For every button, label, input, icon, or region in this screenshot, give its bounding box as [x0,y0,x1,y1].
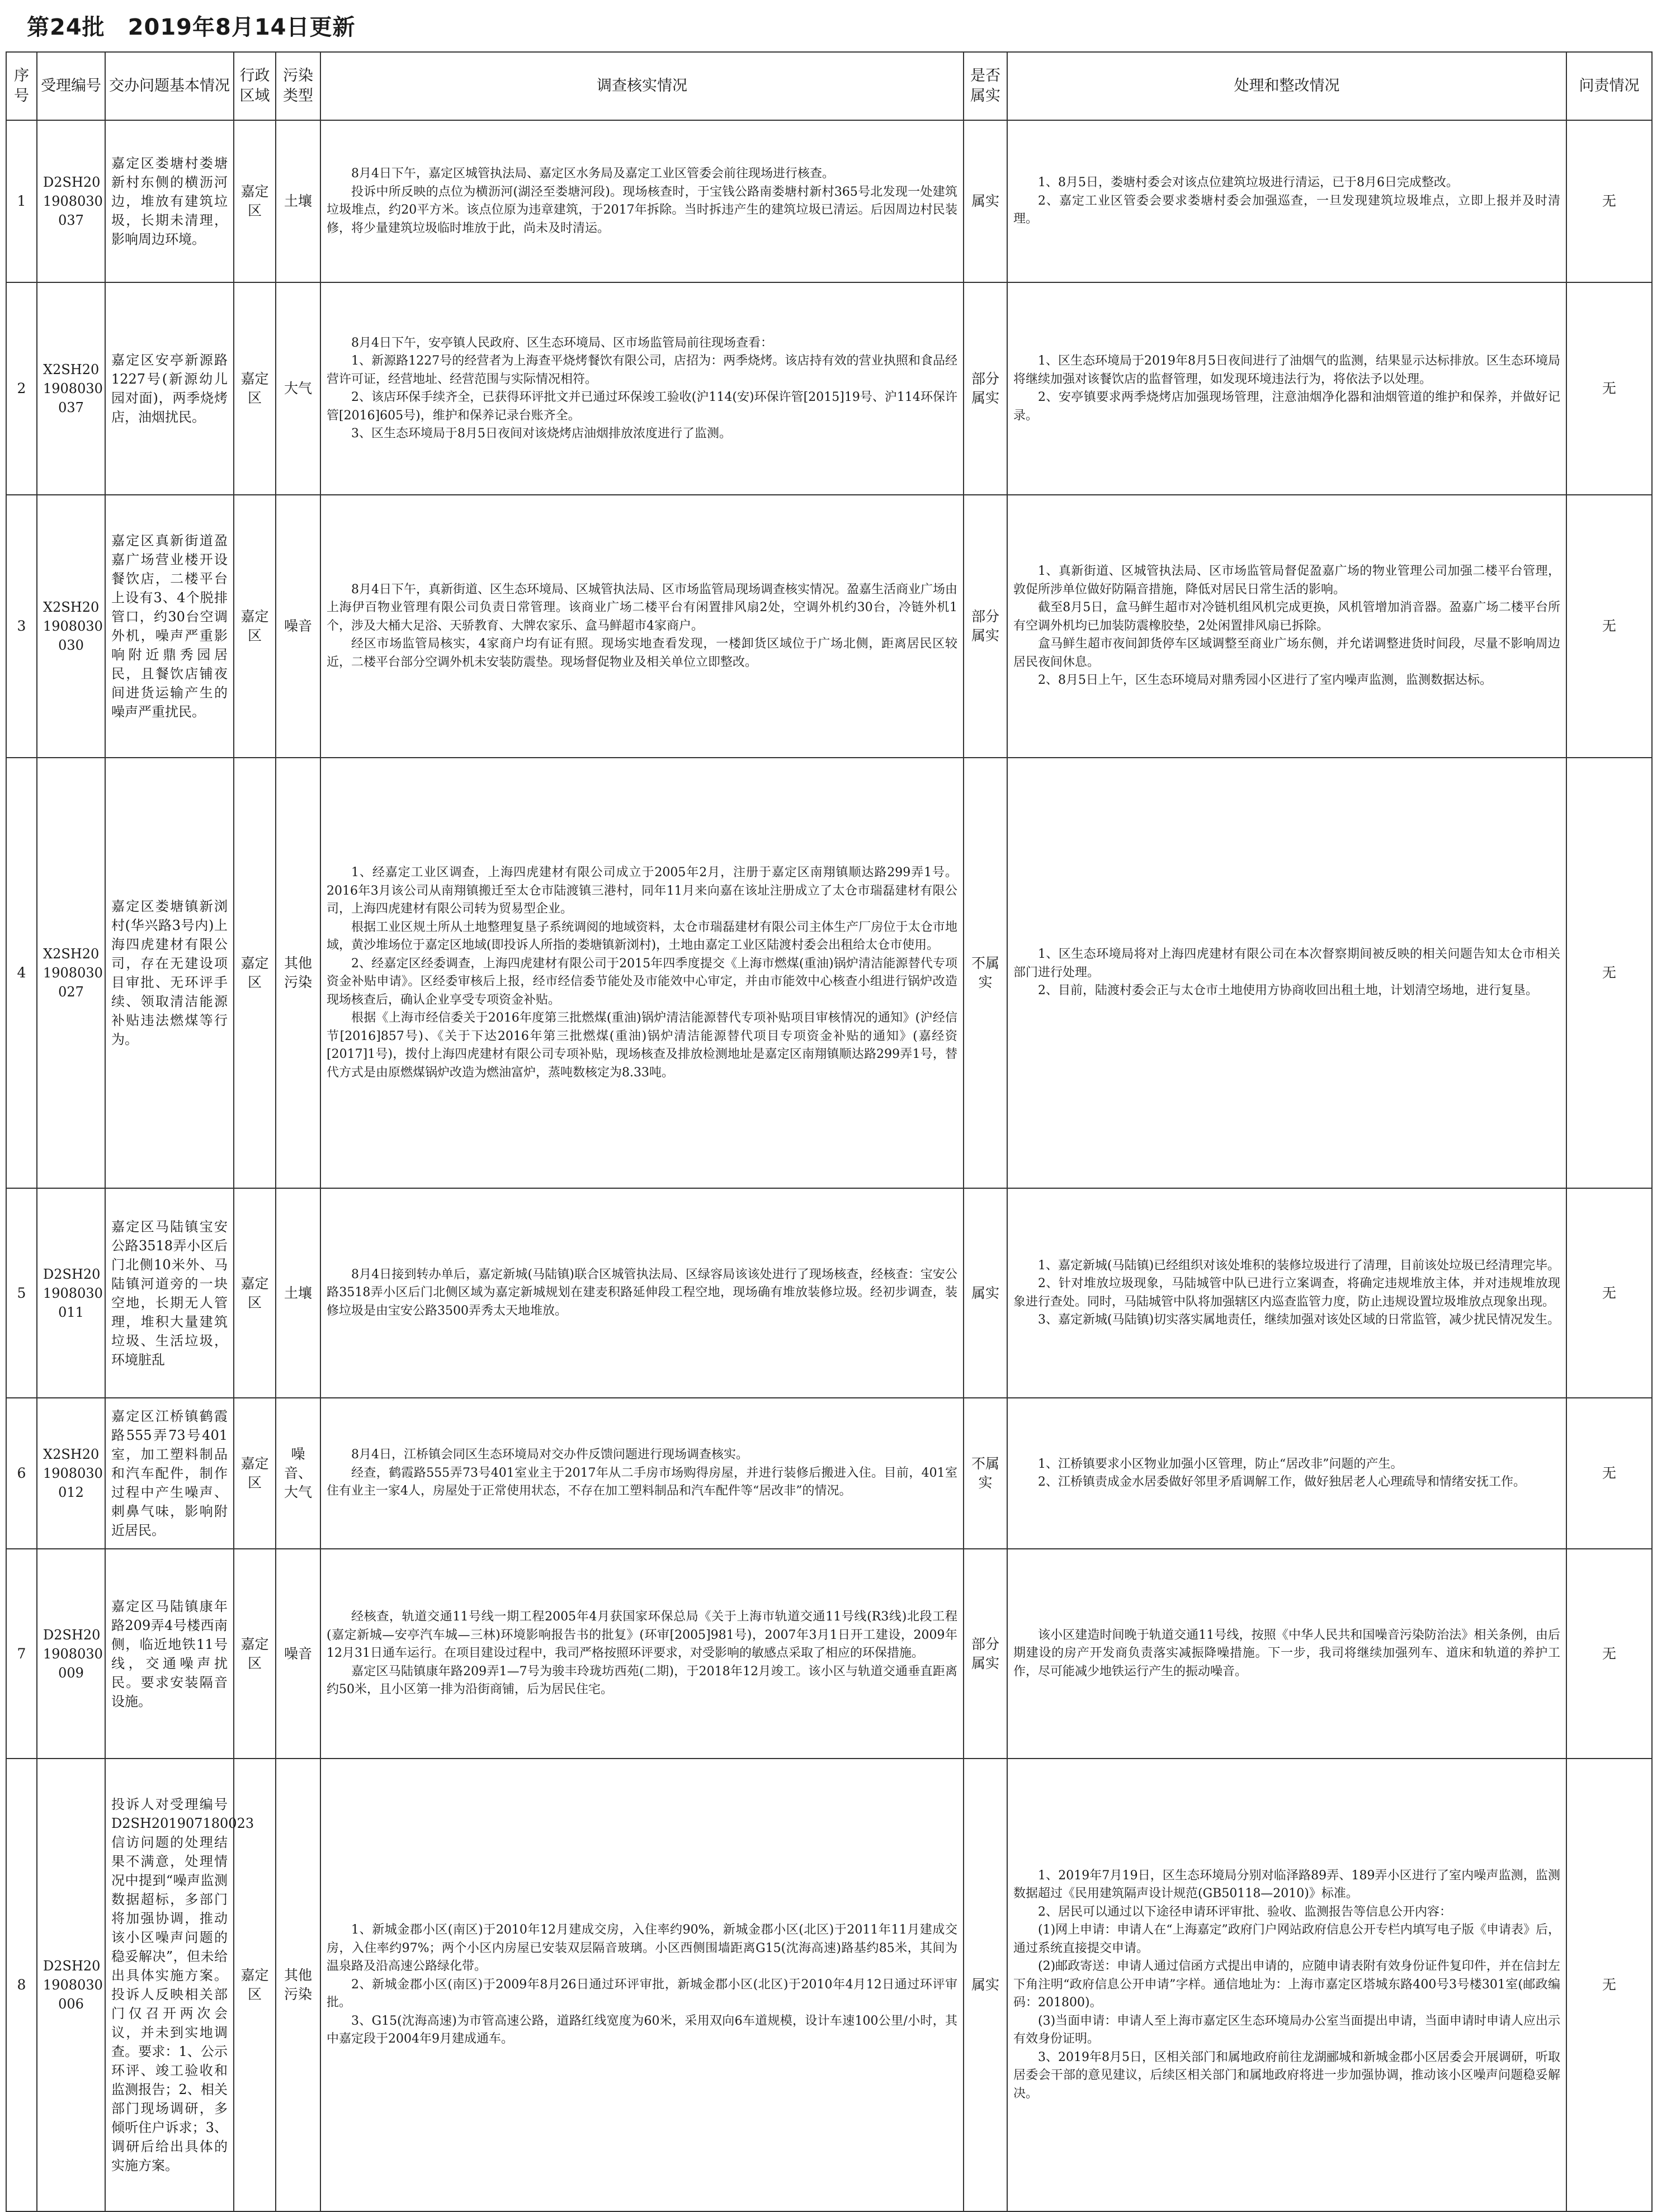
row-handling [1007,1759,1566,2211]
row-accountability: 无 [1566,758,1652,1188]
row-pollution: 噪音 [276,495,320,758]
row-investigation [320,1759,964,2211]
row-issue: 投诉人对受理编号D2SH201907180023信访问题的处理结果不满意，处理情况中提到“噪声监测数据超标，多部门将加强协调，推动该小区噪声问题的稳妥解决”，但未给出具体实施方案。投诉人反映相关部门仅召开两次会议，并未到实地调查。要求：1、公示环评、竣工验收和监测报告；2、相关部门现场调研，多倾听住户诉求；3、调研后给出具体的实施方案。 [105,1759,234,2211]
row-handling-paragraph: 2、安亭镇要求两季烧烤店加强现场管理，注意油烟净化器和油烟管道的维护和保养，并做好记录。 [1013,390,1560,423]
row-handling-paragraph: 3、2019年8月5日，区相关部门和属地政府前往龙湖郦城和新城金郡小区居委会开展调研，听取居委会干部的意见建议，后续区相关部门和属地政府将进一步加强协调，推动该小区噪声问题稳妥解决。 [1013,2050,1560,2101]
row-accountability: 无 [1566,120,1652,282]
page-title: 第24批 2019年8月14日更新 [27,15,356,40]
row-code: D2SH20 1908030 006 [37,1759,105,2211]
row-district: 嘉定区 [234,282,276,495]
row-code: X2SH20 1908030 030 [37,495,105,758]
row-investigation-paragraph: 1、新源路1227号的经营者为上海查平烧烤餐饮有限公司，店招为：两季烧烤。该店持有效的营业执照和食品经营许可证，经营地址、经营范围与实际情况相符。 [327,354,957,386]
row-pollution: 其他污染 [276,758,320,1188]
row-pollution: 噪音 [276,1549,320,1759]
header-issue: 交办问题基本情况 [105,52,234,120]
row-handling-paragraph: 截至8月5日，盒马鲜生超市对冷链机组风机完成更换，风机管增加消音器。盈嘉广场二楼平台所有空调外机均已加装防震橡胶垫，2处闲置排风扇已拆除。 [1013,601,1560,633]
row-index: 2 [6,282,37,495]
row-handling-paragraph: 1、区生态环境局于2019年8月5日夜间进行了油烟气的监测，结果显示达标排放。区生态环境局将继续加强对该餐饮店的监督管理，如发现环境违法行为，将依法予以处理。 [1013,354,1560,386]
table-row [6,1398,1652,1549]
row-investigation-paragraph: 经区市场监管局核实，4家商户均有证有照。现场实地查看发现，一楼卸货区域位于广场北侧，距离居民区较近，二楼平台部分空调外机未安装防震垫。现场督促物业及相关单位立即整改。 [327,637,957,669]
row-handling-paragraph: 1、区生态环境局将对上海四虎建材有限公司在本次督察期间被反映的相关问题告知太仓市相关部门进行处理。 [1013,947,1560,980]
row-investigation-paragraph: 投诉中所反映的点位为横沥河(湖泾至娄塘河段)。现场核查时，于宝钱公路南娄塘村新村365号北发现一处建筑垃圾堆点，约20平方米。该点位原为违章建筑，于2017年拆除。当时拆违产生的建筑垃圾已清运。后因周边村民装修，将少量建筑垃圾临时堆放于此，尚未及时清运。 [327,185,957,235]
row-investigation-paragraph: 2、经嘉定区经委调查，上海四虎建材有限公司于2015年四季度提交《上海市燃煤(重油)锅炉清洁能源替代专项资金补贴申请》。区经委审核后上报，经市经信委节能处及市能效中心审定，并由市能效中心核查小组进行锅炉改造现场核查后，确认企业享受专项资金补贴。 [327,956,957,1007]
row-investigation [320,1188,964,1398]
header-row [6,52,1652,120]
row-handling-paragraph: 2、江桥镇责成金水居委做好邻里矛盾调解工作，做好独居老人心理疏导和情绪安抚工作。 [1038,1475,1526,1489]
row-handling [1007,120,1566,282]
row-accountability: 无 [1566,1759,1652,2211]
row-investigation [320,758,964,1188]
row-pollution: 噪音、大气 [276,1398,320,1549]
row-handling-paragraph: 1、江桥镇要求小区物业加强小区管理，防止“居改非”问题的产生。 [1038,1457,1403,1471]
row-investigation-paragraph: 8月4日下午，嘉定区城管执法局、嘉定区水务局及嘉定工业区管委会前往现场进行核查。 [351,167,834,181]
row-issue: 嘉定区娄塘镇新浏村(华兴路3号内)上海四虎建材有限公司，存在无建设项目审批、无环评手续、领取清洁能源补贴违法燃煤等行为。 [105,758,234,1188]
row-investigation-paragraph: 经查，鹤霞路555弄73号401室业主于2017年从二手房市场购得房屋，并进行装修后搬进入住。目前，401室住有业主一家4人，房屋处于正常使用状态，不存在加工塑料制品和汽车配件等“居改非”的情况。 [327,1466,957,1499]
row-handling [1007,758,1566,1188]
row-handling-paragraph: 2、目前，陆渡村委会正与太仓市土地使用方协商收回出租土地，计划清空场地，进行复垦。 [1038,984,1538,998]
row-handling-paragraph: 2、针对堆放垃圾现象，马陆城管中队已进行立案调查，将确定违规堆放主体，并对违规堆放现象进行查处。同时，马陆城管中队将加强辖区内巡查监管力度，防止违规设置垃圾堆放点现象出现。 [1013,1277,1560,1309]
row-handling-paragraph: 3、嘉定新城(马陆镇)切实落实属地责任，继续加强对该处区域的日常监管，减少扰民情况发生。 [1038,1313,1560,1327]
row-verified: 属实 [964,1188,1007,1398]
row-handling [1007,1188,1566,1398]
row-investigation-paragraph: 2、该店环保手续齐全，已获得环评批文并已通过环保竣工验收(沪114(安)环保许管[2015]19号、沪114环保许管[2016]605号)，维护和保养记录台账齐全。 [327,390,957,423]
row-district: 嘉定区 [234,1759,276,2211]
row-investigation-paragraph: 1、新城金郡小区(南区)于2010年12月建成交房，入住率约90%，新城金郡小区(北区)于2011年11月建成交房，入住率约97%；两个小区内房屋已安装双层隔音玻璃。小区西侧围墙距离G15(沈海高速)路基约85米，其间为温泉路及沿高速公路绿化带。 [327,1923,957,1974]
header-handling: 处理和整改情况 [1007,52,1566,120]
row-verified: 不属实 [964,758,1007,1188]
row-handling-paragraph: (2)邮政寄送：申请人通过信函方式提出申请的，应随申请表附有效身份证件复印件，并在信封左下角注明“政府信息公开申请”字样。通信地址为：上海市嘉定区塔城东路400号3号楼301室(邮政编码：201800)。 [1013,1959,1560,2010]
row-index: 5 [6,1188,37,1398]
row-district: 嘉定区 [234,1549,276,1759]
row-district: 嘉定区 [234,120,276,282]
row-index: 7 [6,1549,37,1759]
row-investigation-paragraph: 8月4日下午，真新街道、区生态环境局、区城管执法局、区市场监管局现场调查核实情况。盈嘉生活商业广场由上海伊百物业管理有限公司负责日常管理。该商业广场二楼平台有闲置排风扇2处，空调外机约30台，冷链外机1个，涉及大桶大足浴、天骄教育、大牌农家乐、盒马鲜超市4家商户。 [327,582,957,633]
row-investigation-paragraph: 3、区生态环境局于8月5日夜间对该烧烤店油烟排放浓度进行了监测。 [351,427,731,441]
row-handling [1007,1549,1566,1759]
row-handling-paragraph: 1、2019年7月19日，区生态环境局分别对临泽路89弄、189弄小区进行了室内噪声监测，监测数据超过《民用建筑隔声设计规范(GB50118—2010)》标准。 [1013,1868,1560,1901]
row-code: D2SH20 1908030 009 [37,1549,105,1759]
row-code: X2SH20 1908030 027 [37,758,105,1188]
row-investigation-paragraph: 嘉定区马陆镇康年路209弄1—7号为骏丰玲珑坊西苑(二期)，于2018年12月竣工。该小区与轨道交通垂直距离约50米，且小区第一排为沿街商铺，后为居民住宅。 [327,1664,957,1697]
table-row [6,758,1652,1188]
row-pollution: 大气 [276,282,320,495]
row-district: 嘉定区 [234,1398,276,1549]
row-issue: 嘉定区马陆镇宝安公路3518弄小区后门北侧10米外、马陆镇河道旁的一块空地，长期无人管理，堆积大量建筑垃圾、生活垃圾，环境脏乱 [105,1188,234,1398]
header-index: 序号 [6,52,37,120]
row-verified: 属实 [964,1759,1007,2211]
header-district: 行政区域 [234,52,276,120]
table-row [6,120,1652,282]
table-row [6,282,1652,495]
row-investigation-paragraph: 8月4日接到转办单后，嘉定新城(马陆镇)联合区城管执法局、区绿容局该该处进行了现场核查，经核查：宝安公路3518弄小区后门北侧区域为嘉定新城规划在建麦积路延伸段工程空地，现场确有堆放装修垃圾。经初步调查，装修垃圾是由宝安公路3500弄秀太天地堆放。 [327,1267,957,1318]
row-index: 1 [6,120,37,282]
row-investigation [320,120,964,282]
row-issue: 嘉定区真新街道盈嘉广场营业楼开设餐饮店，二楼平台上设有3、4个脱排管口，约30台空调外机，噪声严重影响附近鼎秀园居民，且餐饮店铺夜间进货运输产生的噪声严重扰民。 [105,495,234,758]
row-investigation [320,1398,964,1549]
row-verified: 属实 [964,120,1007,282]
table-row [6,495,1652,758]
row-issue: 嘉定区安亭新源路1227号(新源幼儿园对面)，两季烧烤店，油烟扰民。 [105,282,234,495]
table-row [6,1549,1652,1759]
row-code: D2SH20 1908030 011 [37,1188,105,1398]
row-verified: 部分属实 [964,1549,1007,1759]
row-investigation [320,495,964,758]
table-row [6,1188,1652,1398]
row-handling-paragraph: (1)网上申请：申请人在“上海嘉定”政府门户网站政府信息公开专栏内填写电子版《申请表》后，通过系统直接提交申请。 [1013,1923,1560,1955]
row-district: 嘉定区 [234,1188,276,1398]
row-district: 嘉定区 [234,758,276,1188]
row-code: D2SH20 1908030 037 [37,120,105,282]
row-handling-paragraph: 该小区建造时间晚于轨道交通11号线，按照《中华人民共和国噪音污染防治法》相关条例，由后期建设的房产开发商负责落实减振降噪措施。下一步，我司将继续加强列车、道床和轨道的养护工作，尽可能减少地铁运行产生的振动噪音。 [1013,1628,1560,1679]
row-handling-paragraph: 盒马鲜生超市夜间卸货停车区域调整至商业广场东侧，并允诺调整进货时间段，尽量不影响周边居民夜间休息。 [1013,637,1560,669]
row-index: 6 [6,1398,37,1549]
row-accountability: 无 [1566,1188,1652,1398]
row-accountability: 无 [1566,1398,1652,1549]
row-issue: 嘉定区娄塘村娄塘新村东侧的横沥河边，堆放有建筑垃圾，长期未清理，影响周边环境。 [105,120,234,282]
row-investigation-paragraph: 8月4日，江桥镇会同区生态环境局对交办件反馈问题进行现场调查核实。 [351,1448,748,1462]
row-handling-paragraph: 1、嘉定新城(马陆镇)已经组织对该处堆积的装修垃圾进行了清理，目前该处垃圾已经清理完毕。 [1038,1258,1560,1273]
header-accountability: 问责情况 [1566,52,1652,120]
row-investigation [320,1549,964,1759]
row-investigation-paragraph: 8月4日下午，安亭镇人民政府、区生态环境局、区市场监管局前往现场查看： [351,335,773,350]
row-handling-paragraph: 2、居民可以通过以下途径申请环评审批、验收、监测报告等信息公开内容： [1038,1904,1452,1919]
row-accountability: 无 [1566,282,1652,495]
row-code: X2SH20 1908030 012 [37,1398,105,1549]
row-handling-paragraph: 2、8月5日上午，区生态环境局对鼎秀园小区进行了室内噪声监测，监测数据达标。 [1038,673,1492,688]
header-verified: 是否属实 [964,52,1007,120]
row-investigation-paragraph: 2、新城金郡小区(南区)于2009年8月26日通过环评审批，新城金郡小区(北区)于2010年4月12日通过环评审批。 [327,1977,957,2010]
row-code: X2SH20 1908030 037 [37,282,105,495]
row-issue: 嘉定区马陆镇康年路209弄4号楼西南侧，临近地铁11号线，交通噪声扰民。要求安装隔音设施。 [105,1549,234,1759]
row-accountability: 无 [1566,495,1652,758]
table-row [6,1759,1652,2211]
row-investigation-paragraph: 1、经嘉定工业区调查，上海四虎建材有限公司成立于2005年2月，注册于嘉定区南翔镇顺达路299弄1号。2016年3月该公司从南翔镇搬迁至太仓市陆渡镇三港村，同年11月来向嘉在该址注册成立了太仓市瑞磊建材有限公司，上海四虎建材有限公司转为贸易型企业。 [327,866,957,916]
row-district: 嘉定区 [234,495,276,758]
row-issue: 嘉定区江桥镇鹤霞路555弄73号401室，加工塑料制品和汽车配件，制作过程中产生噪声、刺鼻气味，影响附近居民。 [105,1398,234,1549]
header-code: 受理编号 [37,52,105,120]
row-accountability: 无 [1566,1549,1652,1759]
row-handling [1007,495,1566,758]
row-verified: 部分属实 [964,282,1007,495]
row-pollution: 土壤 [276,1188,320,1398]
row-pollution: 其他污染 [276,1759,320,2211]
row-pollution: 土壤 [276,120,320,282]
row-index: 4 [6,758,37,1188]
header-investigation: 调查核实情况 [320,52,964,120]
row-verified: 不属实 [964,1398,1007,1549]
header-pollution: 污染类型 [276,52,320,120]
row-index: 3 [6,495,37,758]
row-handling-paragraph: 1、8月5日，娄塘村委会对该点位建筑垃圾进行清运，已于8月6日完成整改。 [1038,176,1458,190]
row-investigation-paragraph: 经核查，轨道交通11号线一期工程2005年4月获国家环保总局《关于上海市轨道交通11号线(R3线)北段工程(嘉定新城—安亭汽车城—三林)环境影响报告书的批复》(环审[2005]981号)，2007年3月1日开工建设，2009年12月31日通车运行。在项目建设过程中，我司严格按照环评要求，对受影响的敏感点采取了相应的环保措施。 [327,1610,957,1661]
row-handling-paragraph: 2、嘉定工业区管委会要求娄塘村委会加强巡查，一旦发现建筑垃圾堆点，立即上报并及时清理。 [1013,193,1560,226]
row-verified: 部分属实 [964,495,1007,758]
row-handling-paragraph: 1、真新街道、区城管执法局、区市场监管局督促盈嘉广场的物业管理公司加强二楼平台管理，敦促所涉单位做好防隔音措施，降低对居民日常生活的影响。 [1013,564,1560,597]
row-index: 8 [6,1759,37,2211]
row-investigation-paragraph: 根据《上海市经信委关于2016年度第三批燃煤(重油)锅炉清洁能源替代专项补贴项目审核情况的通知》(沪经信节[2016]857号)、《关于下达2016年第三批燃煤(重油)锅炉清洁能源替代项目专项资金补贴的通知》(嘉经资[2017]1号)，拨付上海四虎建材有限公司专项补贴，现场核查及排放检测地址是嘉定区南翔镇顺达路299弄1号，替代方式是由原燃煤锅炉改造为燃油富炉，蒸吨数核定为8.33吨。 [327,1011,957,1080]
row-investigation-paragraph: 根据工业区规土所从土地整理复垦子系统调阅的地域资料，太仓市瑞磊建材有限公司主体生产厂房位于太仓市地域，黄沙堆场位于嘉定区地域(即投诉人所指的娄塘镇新浏村)，土地由嘉定工业区陆渡村委会出租给太仓市使用。 [327,920,957,952]
row-investigation [320,282,964,495]
row-handling [1007,1398,1566,1549]
report-table [6,51,1653,2212]
row-investigation-paragraph: 3、G15(沈海高速)为市管高速公路，道路红线宽度为60米，采用双向6车道规模，设计车速100公里/小时，其中嘉定段于2004年9月建成通车。 [327,2014,957,2046]
row-handling-paragraph: (3)当面申请：申请人至上海市嘉定区生态环境局办公室当面提出申请，当面申请时申请人应出示有效身份证明。 [1013,2014,1560,2046]
row-handling [1007,282,1566,495]
